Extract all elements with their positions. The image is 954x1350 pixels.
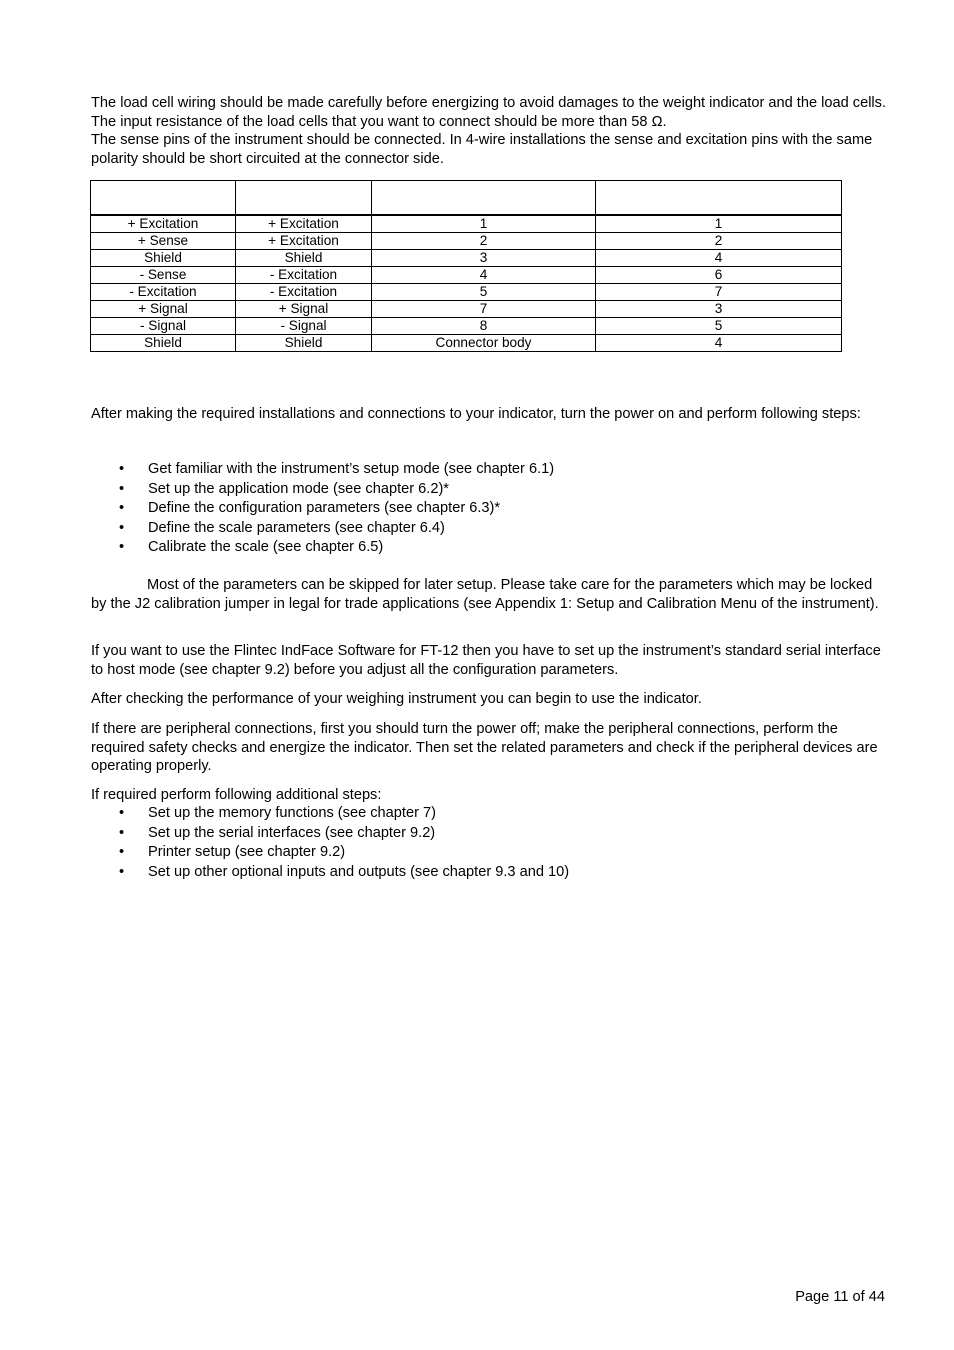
table-header-cell	[596, 181, 842, 216]
list-item	[91, 804, 569, 824]
note-skip-paragraph: Most of the parameters can be skipped for later setup. Please take care for the parameters which may be locked by the J2 calibration jumper in legal for trade applications (see Appendix 1: Setup and Calibration Menu of the instrument).	[91, 577, 879, 612]
list-item-text: Set up the serial interfaces (see chapter 9.2)	[148, 824, 436, 841]
table-cell: - Excitation	[236, 267, 372, 284]
table-cell: 5	[372, 284, 596, 301]
table-cell: + Signal	[236, 301, 372, 318]
list-item-text: Define the configuration parameters (see chapter 6.3)*	[148, 500, 501, 517]
table-row	[91, 233, 842, 250]
list-item-text: Get familiar with the instrument’s setup mode (see chapter 6.1)	[148, 461, 555, 477]
table-cell: 2	[372, 233, 596, 250]
table-cell: - Signal	[236, 318, 372, 335]
table-cell: 6	[596, 267, 842, 284]
list-item-text: Calibrate the scale (see chapter 6.5)	[148, 539, 384, 556]
table-cell: 3	[372, 250, 596, 267]
intro-line-1: The load cell wiring should be made carefully before energizing to avoid damages to the weight indicator and the load cells. The input resistance of the load cells that you want to connect should be more than 58 Ω.	[91, 95, 887, 130]
load-cell-wiring-table	[90, 180, 842, 352]
table-header-cell	[91, 181, 236, 216]
table-cell: 1	[372, 215, 596, 233]
page-number: Page 11 of 44	[795, 1289, 885, 1305]
table-cell: 5	[596, 318, 842, 335]
indface-paragraph: If you want to use the Flintec IndFace Software for FT-12 then you have to set up the instrument’s standard serial interface to host mode (see chapter 9.2) before you adjust all the configuration parameters.	[91, 643, 881, 678]
list-item	[91, 538, 554, 558]
list-item	[91, 499, 554, 519]
bullet-icon: •	[119, 824, 125, 841]
list-item-text: Set up other optional inputs and outputs (see chapter 9.3 and 10)	[148, 863, 570, 880]
table-cell: Shield	[91, 335, 236, 352]
list-item	[91, 480, 554, 500]
table-cell: 7	[372, 301, 596, 318]
table-row	[91, 250, 842, 267]
table-cell: - Excitation	[236, 284, 372, 301]
table-row	[91, 318, 842, 335]
bullet-icon: •	[119, 519, 125, 536]
intro-paragraph	[91, 94, 891, 168]
list-item	[91, 863, 569, 883]
list-item-text: Set up the memory functions (see chapter 7)	[148, 805, 436, 821]
table-cell: 2	[596, 233, 842, 250]
list-item-text: Printer setup (see chapter 9.2)	[148, 844, 346, 861]
additional-steps-list	[91, 804, 569, 882]
table-cell: 7	[596, 284, 842, 301]
setup-steps-list	[91, 460, 554, 558]
table-cell: 3	[596, 301, 842, 318]
table-cell: + Signal	[91, 301, 236, 318]
table-cell: 1	[596, 215, 842, 233]
table-cell: 4	[372, 267, 596, 284]
table-cell: 4	[596, 335, 842, 352]
table-cell: - Excitation	[91, 284, 236, 301]
list-item-text: Define the scale parameters (see chapter 6.4)	[148, 519, 445, 536]
intro-line-2: The sense pins of the instrument should be connected. In 4-wire installations the sense and excitation pins with the same polarity should be short circuited at the connector side.	[91, 132, 873, 167]
list-item	[91, 843, 569, 863]
table-row	[91, 284, 842, 301]
table-cell: Shield	[236, 335, 372, 352]
table-cell: + Excitation	[236, 233, 372, 250]
table-cell: Shield	[236, 250, 372, 267]
bullet-icon: •	[119, 844, 125, 861]
bullet-icon: •	[119, 863, 125, 880]
table-row	[91, 335, 842, 352]
table-header-cell	[236, 181, 372, 216]
table-cell: Shield	[91, 250, 236, 267]
after-install-paragraph: After making the required installations and connections to your indicator, turn the power on and perform following steps:	[91, 406, 861, 422]
table-row	[91, 301, 842, 318]
bullet-icon: •	[119, 500, 125, 517]
table-header-cell	[372, 181, 596, 216]
bullet-icon: •	[119, 539, 125, 556]
list-item-text: Set up the application mode (see chapter 6.2)*	[148, 480, 449, 497]
additional-intro-paragraph: If required perform following additional steps:	[91, 787, 382, 803]
bullet-icon: •	[119, 805, 125, 821]
table-header-row	[91, 181, 842, 216]
peripheral-paragraph: If there are peripheral connections, first you should turn the power off; make the peripheral connections, perform the required safety checks and energize the indicator. Then set the related parameters and check if the peripheral devices are operating properly.	[91, 721, 878, 775]
after-check-paragraph: After checking the performance of your weighing instrument you can begin to use the indicator.	[91, 691, 702, 707]
table-cell: 8	[372, 318, 596, 335]
table-cell: + Excitation	[236, 215, 372, 233]
table-cell: + Excitation	[91, 215, 236, 233]
list-item	[91, 460, 554, 480]
table-row	[91, 267, 842, 284]
bullet-icon: •	[119, 461, 125, 477]
table-cell: Connector body	[372, 335, 596, 352]
bullet-icon: •	[119, 480, 125, 497]
table-cell: + Sense	[91, 233, 236, 250]
table-row	[91, 215, 842, 233]
list-item	[91, 824, 569, 844]
list-item	[91, 519, 554, 539]
table-cell: - Signal	[91, 318, 236, 335]
table-cell: - Sense	[91, 267, 236, 284]
table-cell: 4	[596, 250, 842, 267]
